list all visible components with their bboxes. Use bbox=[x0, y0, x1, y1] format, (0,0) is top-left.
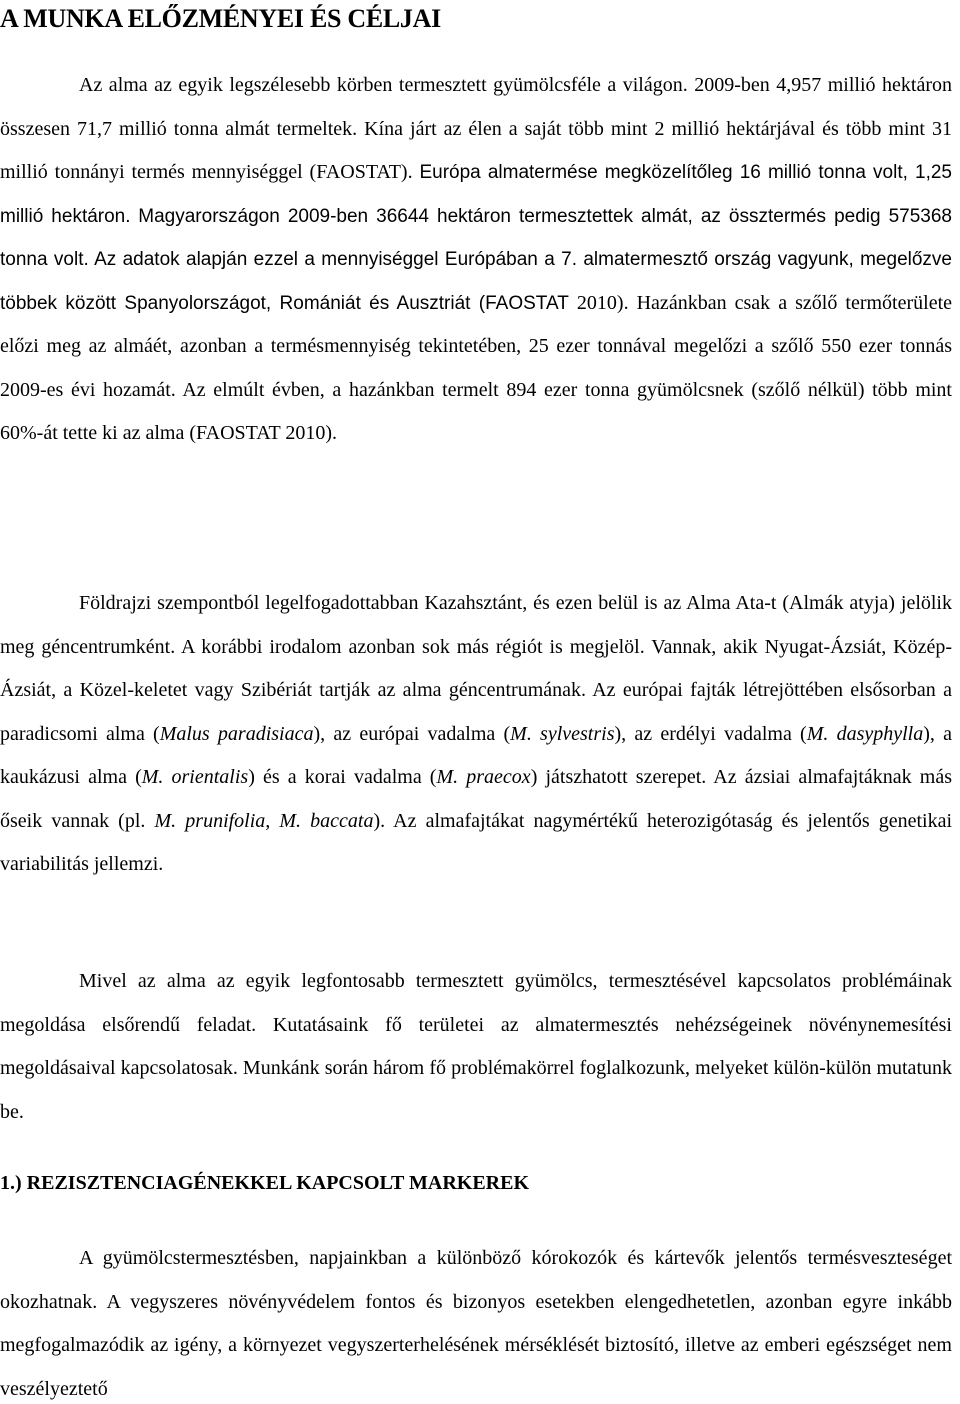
paragraph-text: 2010). Hazánkban csak a szőlő termőterülete előzi meg az almáét, azonban a termésmennyiség tekintetében, 25 ezer tonnával megelőzi a szőlő 550 ezer tonnás 2009-es évi hozamát. Az elmúlt évben, a hazánkban termelt 894 ezer tonna gyümölcsnek (szőlő nélkül) több mint 60%-át tette ki az alma (FAOSTAT 2010). bbox=[0, 291, 953, 444]
paragraph-gene-centre bbox=[0, 582, 952, 887]
paragraph-text: ) játszhatott szerepet. Az ázsiai almafajtáknak más őseik vannak (pl. bbox=[0, 766, 952, 832]
paragraph-text: Magyarországon 2009-ben 36644 hektáron termesztettek almát, az össztermés pedig 575368 tonna volt. Az adatok alapján ezzel a mennyiséggel Európában a 7. almatermesztő ország vagyunk, megelőzve többek között Spanyolországot, Romániát és Ausztriát (FAOSTAT bbox=[0, 205, 952, 314]
paragraph-text: Európa almatermése megközelítőleg 16 millió tonna volt, 1,25 millió hektáron. bbox=[0, 162, 953, 227]
paragraph-apple-production bbox=[0, 64, 952, 456]
paragraph-text: ), az erdélyi vadalma ( bbox=[614, 722, 807, 745]
species-name: M. praecox bbox=[436, 766, 531, 788]
species-name: M. prunifolia, M. baccata bbox=[154, 809, 374, 832]
species-name: Malus paradisiaca bbox=[159, 722, 314, 745]
paragraph-text: ), az európai vadalma ( bbox=[313, 722, 511, 745]
species-name: M. dasyphylla bbox=[806, 722, 924, 745]
paragraph-text: Az alma az egyik legszélesebb körben termesztett gyümölcsféle a világon. 2009-ben 4,957 millió hektáron összesen 71,7 millió tonna almát termeltek. Kína járt az élen a saját több mint 2 millió hektárjával és több mint 31 millió tonnányi termés mennyiséggel (FAOSTAT). bbox=[0, 74, 952, 183]
paragraph-text: ). Az almafajtákat nagymértékű heterozigótaság és jelentős genetikai variabilitás jellemzi. bbox=[0, 809, 953, 875]
section-heading: 1.) REZISZTENCIAGÉNEKKEL KAPCSOLT MARKEREK bbox=[0, 1172, 530, 1194]
paragraph-text: ), a kaukázusi alma ( bbox=[0, 722, 952, 788]
page-title: A MUNKA ELŐZMÉNYEI ÉS CÉLJAI bbox=[0, 4, 441, 33]
paragraph-resistance-markers: A gyümölcstermesztésben, napjainkban a különböző kórokozók és kártevők jelentős termésveszteséget okozhatnak. A vegyszeres növényvédelem fontos és bizonyos esetekben elengedhetetlen, azonban egyre inkább megfogalmazódik az igény, a környezet vegyszerterhelésének mérséklését biztosító, illetve az emberi egészséget nem veszélyeztető bbox=[0, 1247, 952, 1400]
species-name: M. sylvestris bbox=[510, 722, 615, 745]
paragraph-text: ) és a korai vadalma ( bbox=[248, 766, 437, 788]
species-name: M. orientalis bbox=[141, 766, 249, 788]
paragraph-text: Földrajzi szempontból legelfogadottabban Kazahsztánt, és ezen belül is az Alma Ata-t (Almák atyja) jelölik meg géncentrumként. A korábbi irodalom azonban sok más régiót is megjelöl. Vannak, akik Nyugat-Ázsiát, Közép-Ázsiát, a Közel-keletet vagy Szibériát tartják az alma géncentrumának. Az európai fajták létrejöttében elsősorban a paradicsomi alma ( bbox=[0, 592, 952, 745]
paragraph-research-goals: Mivel az alma az egyik legfontosabb termesztett gyümölcs, termesztésével kapcsolatos problémáinak megoldása elsőrendű feladat. Kutatásaink fő területei az almatermesztés nehézségeinek növénynemesítési megoldásaival kapcsolatosak. Munkánk során három fő problémakörrel foglalkozunk, melyeket külön-külön mutatunk be. bbox=[0, 970, 952, 1123]
